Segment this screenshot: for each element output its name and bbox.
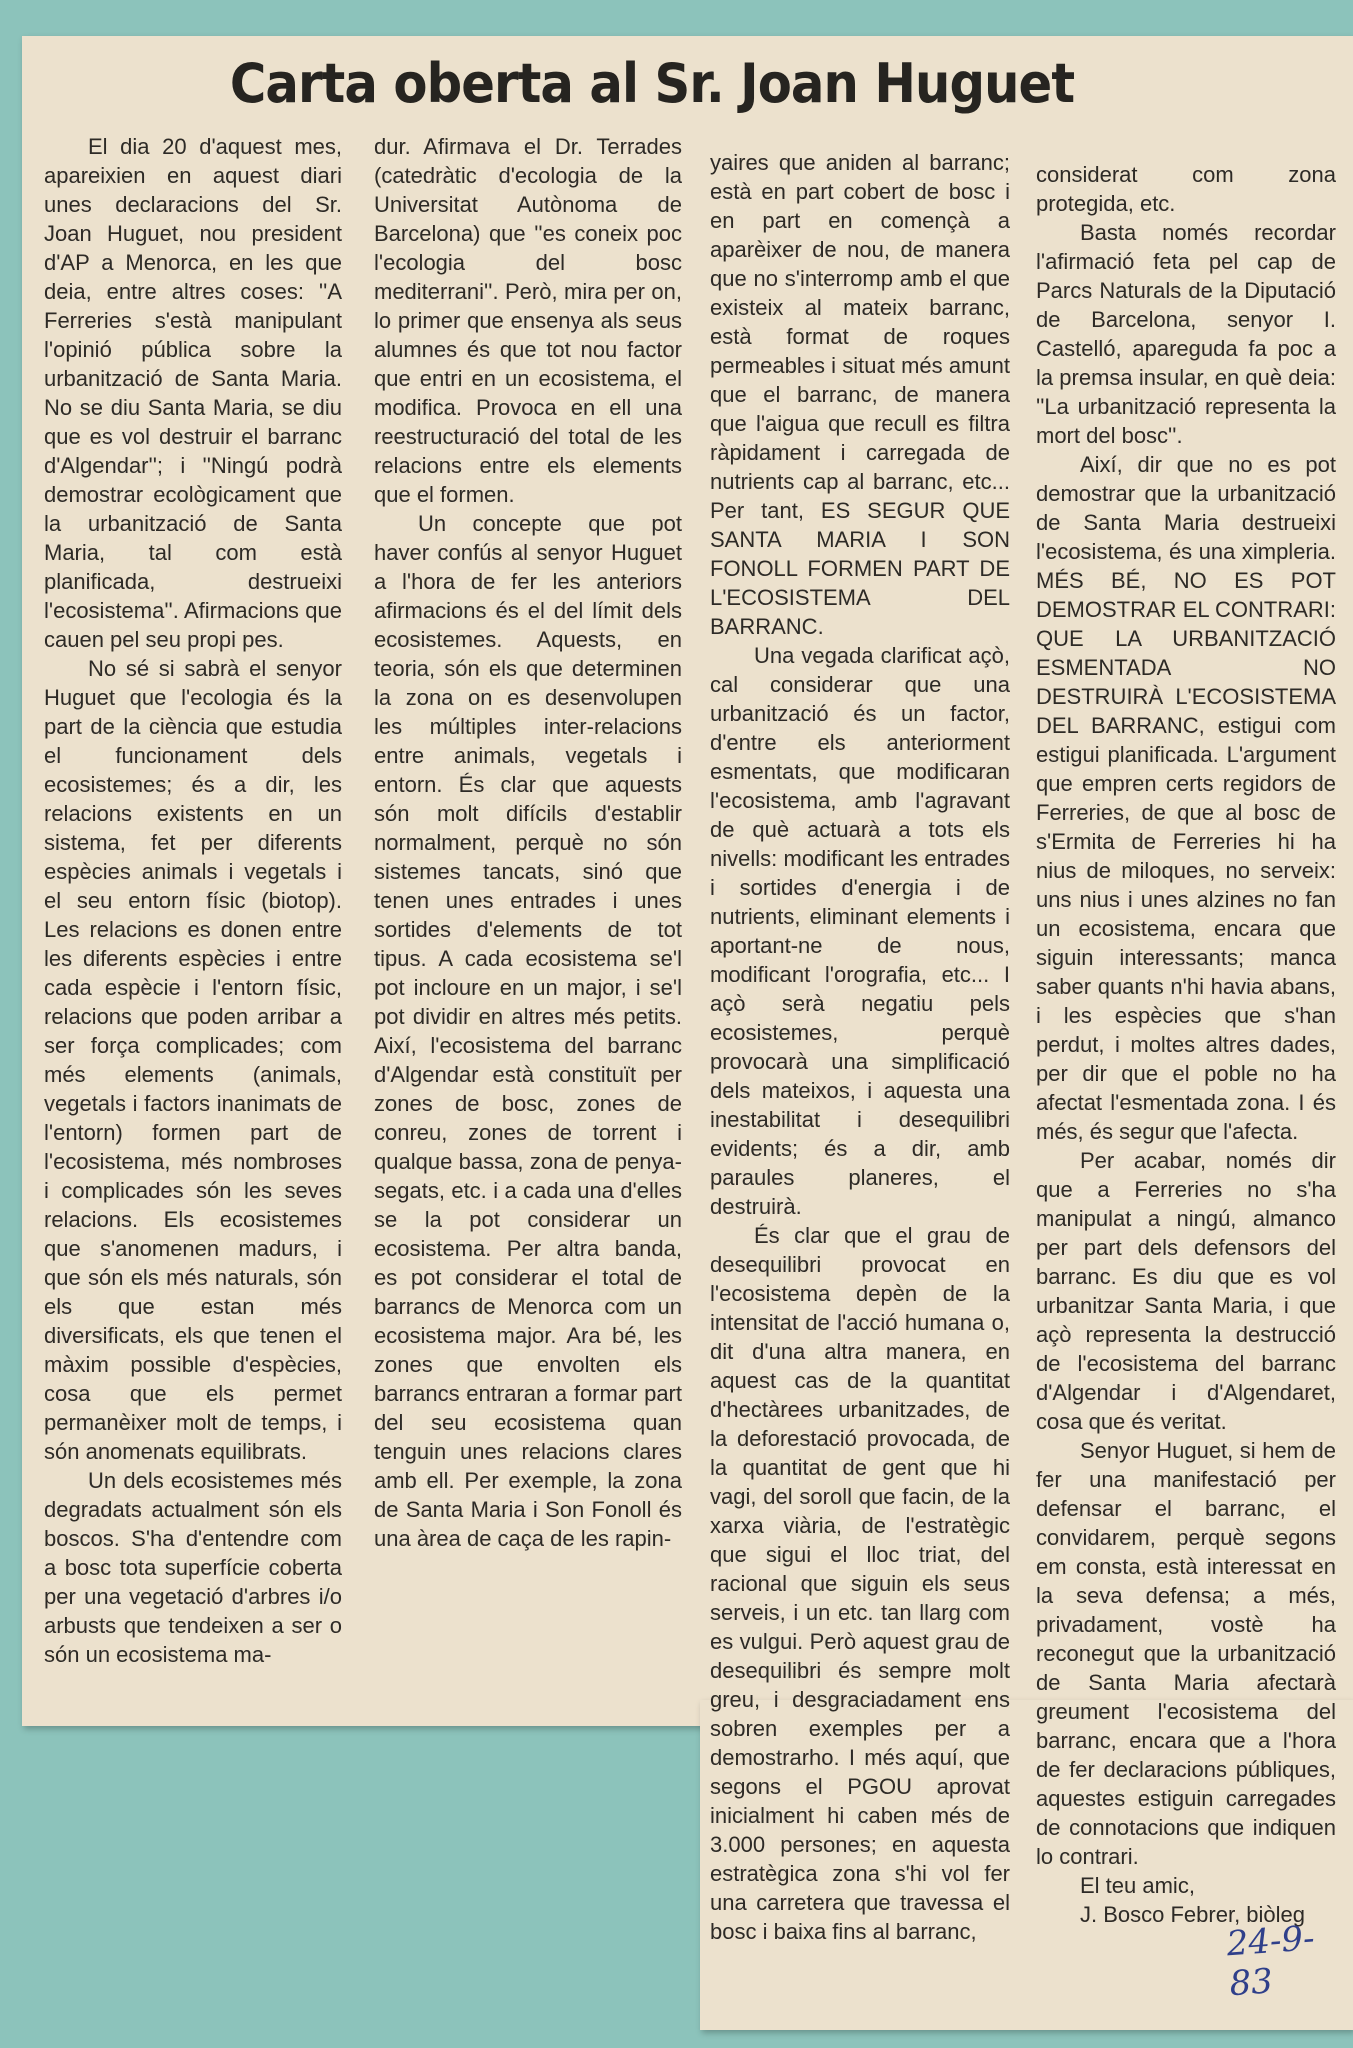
sign-off: El teu amic, — [1080, 1873, 1195, 1898]
article-column-2 — [374, 132, 682, 1553]
handwritten-date: 24-9-83 — [1225, 1918, 1316, 2005]
paragraph: El dia 20 d'aquest mes, apareixien en aquest diari unes declaracions del Sr. Joan Huguet, nou president d'AP a Menorca, en les que deia, entre altres coses: ''A Ferreries s'està manipulant l'opinió pública sobre la urbanització de Santa Maria. No se diu Santa Maria, se diu que es vol destruir el barranc d'Algendar''; i ''Ningú podrà demostrar ecològicament que la urbanització de Santa Maria, tal com està planificada, destrueixi l'ecosistema''. Afirmacions que cauen pel seu propi pes. — [44, 134, 342, 652]
paragraph: yaires que aniden al barranc; està en part cobert de bosc i en part en començà a aparèixer de nou, de manera que no s'interromp amb el que existeix al mateix barranc, està format de roques permeables i situat més amunt que el barranc, de manera que l'aigua que recull es filtra ràpidament i carregada de nutrients cap al barranc, etc... Per tant, ES SEGUR QUE SANTA MARIA I SON FONOLL FORMEN PART DE L'ECOSISTEMA DEL BARRANC. — [710, 150, 1010, 639]
paragraph: Una vegada clarificat açò, cal considerar que una urbanització és un factor, d'entre els anteriorment esmentats, que modificaran l'ecosistema, amb l'agravant de què actuarà a tots els nivells: modificant les entrades i sortides d'energia i de nutrients, eliminant elements i aportant-ne de nous, modificant l'orografia, etc... I açò serà negatiu pels ecosistemes, perquè provocarà una simplificació dels mateixos, i aquesta una inestabilitat i desequilibri evidents; és a dir, amb paraules planeres, el destruirà. — [710, 643, 1010, 1219]
paragraph: Basta només recordar l'afirmació feta pel cap de Parcs Naturals de la Diputació de Barcelona, senyor I. Castelló, apareguda fa poc a la premsa insular, en què deia: ''La urbanització representa la mort del bosc''. — [1036, 220, 1336, 448]
paragraph: considerat com zona protegida, etc. — [1036, 162, 1336, 216]
paragraph: dur. Afirmava el Dr. Terrades (catedràtic d'ecologia de la Universitat Autònoma de Barcelona) que ''es coneix poc l'ecologia del bosc mediterrani''. Però, mira per on, lo primer que ensenya als seus alumnes és que tot nou factor que entri en un ecosistema, el modifica. Provoca en ell una reestructuració del total de les relacions entre els elements que el formen. — [374, 134, 682, 507]
article-column-1 — [44, 132, 342, 1669]
article-column-4 — [1036, 160, 1336, 1929]
article-column-3 — [710, 148, 1010, 1946]
paragraph: Un concepte que pot haver confús al senyor Huguet a l'hora de fer les anteriors afirmacions és el del límit dels ecosistemes. Aquests, en teoria, són els que determinen la zona on es desenvolupen les múltiples inter-relacions entre animals, vegetals i entorn. És clar que aquests són molt difícils d'establir normalment, perquè no són sistemes tancats, sinó que tenen unes entrades i unes sortides d'elements de tot tipus. A cada ecosistema se'l pot incloure en un major, i se'l pot dividir en altres més petits. Així, l'ecosistema del barranc d'Algendar està constituït per zones de bosc, zones de conreu, zones de torrent i qualque bassa, zona de penya-segats, etc. i a cada una d'elles se la pot considerar un ecosistema. Per altra banda, es pot considerar el total de barrancs de Menorca com un ecosistema major. Ara bé, les zones que envolten els barrancs entraran a formar part del seu ecosistema quan tenguin unes relacions clares amb ell. Per exemple, la zona de Santa Maria i Son Fonoll és una àrea de caça de les rapin- — [374, 511, 682, 1551]
paragraph: No sé si sabrà el senyor Huguet que l'ecologia és la part de la ciència que estudia el funcionament dels ecosistemes; és a dir, les relacions existents en un sistema, fet per diferents espècies animals i vegetals i el seu entorn físic (biotop). Les relacions es donen entre les diferents espècies i entre cada espècie i l'entorn físic, relacions que poden arribar a ser força complicades; com més elements (animals, vegetals i factors inanimats de l'entorn) formen part de l'ecosistema, més nombroses i complicades són les seves relacions. Els ecosistemes que s'anomenen madurs, i que són els més naturals, són els que estan més diversificats, els que tenen el màxim possible d'espècies, cosa que els permet permanèixer molt de temps, i són anomenats equilibrats. — [44, 656, 342, 1464]
article-headline: Carta oberta al Sr. Joan Huguet — [229, 52, 1075, 115]
paragraph: Així, dir que no es pot demostrar que la urbanització de Santa Maria destrueixi l'ecosistema, és una ximpleria. MÉS BÉ, NO ES POT DEMOSTRAR EL CONTRARI: QUE LA URBANITZACIÓ ESMENTADA NO DESTRUIRÀ L'ECOSISTEMA DEL BARRANC, estigui com estigui planificada. L'argument que empren certs regidors de Ferreries, de que al bosc de s'Ermita de Ferreries hi ha nius de miloques, no serveix: uns nius i unes alzines no fan un ecosistema, encara que siguin interessants; manca saber quants n'hi havia abans, i les espècies que s'han perdut, i moltes altres dades, per dir que el poble no ha afectat l'esmentada zona. I és més, és segur que l'afecta. — [1036, 452, 1336, 1144]
paragraph: És clar que el grau de desequilibri provocat en l'ecosistema depèn de la intensitat de l'acció humana o, dit d'una altra manera, en aquest cas de la quantitat d'hectàrees urbanitzades, de la deforestació provocada, de la quantitat de gent que hi vagi, del soroll que facin, de la xarxa viària, de l'estratègic que sigui el lloc triat, del racional que siguin els seus serveis, i un etc. tan llarg com es vulgui. Però aquest grau de desequilibri és sempre molt greu, i desgraciadament ens sobren exemples per a demostrarho. I més aquí, que segons el PGOU aprovat inicialment hi caben més de 3.000 persones; en aquesta estratègica zona s'hi vol fer una carretera que travessa el bosc i baixa fins al barranc, — [710, 1223, 1010, 1944]
paragraph: Per acabar, només dir que a Ferreries no s'ha manipulat a ningú, almanco per part dels defensors del barranc. Es diu que es vol urbanitzar Santa Maria, i que açò representa la destrucció de l'ecosistema del barranc d'Algendar i d'Algendaret, cosa que és veritat. — [1036, 1148, 1336, 1434]
paragraph: Senyor Huguet, si hem de fer una manifestació per defensar el barranc, el convidarem, perquè segons em consta, està interessat en la seva defensa; a més, privadament, vostè ha reconegut que la urbanització de Santa Maria afectarà greument l'ecosistema del barranc, encara que a l'hora de fer declaracions públiques, aquestes estiguin carregades de connotacions que indiquen lo contrari. — [1036, 1438, 1336, 1869]
paragraph: Un dels ecosistemes més degradats actualment són els boscos. S'ha d'entendre com a bosc tota superfície coberta per una vegetació d'arbres i/o arbusts que tendeixen a ser o són un ecosistema ma- — [44, 1468, 342, 1667]
author-signature: J. Bosco Febrer, biòleg — [1080, 1902, 1306, 1927]
